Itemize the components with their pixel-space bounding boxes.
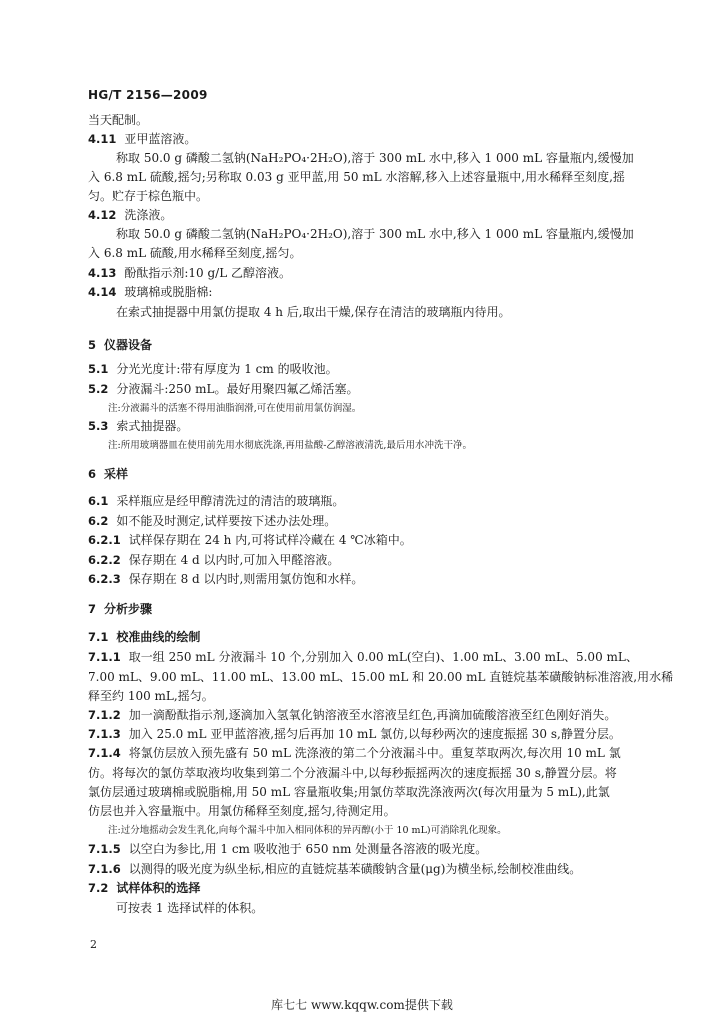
- text-line: 在索式抽提器中用氯仿提取 4 h 后,取出干燥,保存在清洁的玻璃瓶内待用。: [116, 305, 511, 319]
- clause-7-1-1: 7.1.1 取一组 250 mL 分液漏斗 10 个,分别加入 0.00 mL(空白)、1.00 mL、3.00 mL、5.00 mL、: [88, 650, 638, 664]
- standard-code: HG/T 2156—2009: [88, 88, 208, 102]
- section-6-heading: 6 采样: [88, 467, 129, 481]
- section-5-heading: 5 仪器设备: [88, 338, 153, 352]
- text-line: 仿层也并入容量瓶中。用氯仿稀释至刻度,摇匀,待测定用。: [88, 804, 396, 818]
- note-text: 注:分液漏斗的活塞不得用油脂润滑,可在使用前用氯仿润湿。: [108, 403, 362, 414]
- clause-7-1-3: 7.1.3 加入 25.0 mL 亚甲蓝溶液,摇匀后再加 10 mL 氯仿,以每秒两次的速度振摇 30 s,静置分层。: [88, 727, 621, 741]
- text-line: 仿。将每次的氯仿萃取液均收集到第二个分液漏斗中,以每秒振摇两次的速度振摇 30 s,静置分层。将: [88, 766, 617, 780]
- text-line: 当天配制。: [88, 113, 149, 127]
- clause-7-1-5: 7.1.5 以空白为参比,用 1 cm 吸收池于 650 nm 处测量各溶液的吸光度。: [88, 842, 488, 856]
- text-line: 7.00 mL、9.00 mL、11.00 mL、13.00 mL、15.00 mL 和 20.00 mL 直链烷基苯磺酸钠标准溶液,用水稀: [88, 670, 674, 684]
- clause-4-13: 4.13 酚酞指示剂:10 g/L 乙醇溶液。: [88, 266, 292, 280]
- text-line: 称取 50.0 g 磷酸二氢钠(NaH₂PO₄·2H₂O),溶于 300 mL 水中,移入 1 000 mL 容量瓶内,缓慢加: [116, 151, 634, 165]
- download-footer: 库七七 www.kqqw.com提供下载: [271, 998, 453, 1012]
- clause-4-11: 4.11 亚甲蓝溶液。: [88, 132, 197, 146]
- note-text: 注:所用玻璃器皿在使用前先用水彻底洗涤,再用盐酸-乙醇溶液清洗,最后用水冲洗干净。: [108, 440, 472, 451]
- text-line: 匀。贮存于棕色瓶中。: [88, 189, 209, 203]
- clause-6-2: 6.2 如不能及时测定,试样要按下述办法处理。: [88, 514, 337, 528]
- clause-4-14: 4.14 玻璃棉或脱脂棉:: [88, 285, 213, 299]
- clause-6-2-1: 6.2.1 试样保存期在 24 h 内,可将试样冷藏在 4 ℃冰箱中。: [88, 533, 412, 547]
- text-line: 入 6.8 mL 硫酸,摇匀;另称取 0.03 g 亚甲蓝,用 50 mL 水溶解,移入上述容量瓶中,用水稀释至刻度,摇: [88, 170, 625, 184]
- page-number: 2: [90, 938, 97, 951]
- clause-5-3: 5.3 索式抽提器。: [88, 419, 189, 433]
- text-line: 入 6.8 mL 硫酸,用水稀释至刻度,摇匀。: [88, 246, 302, 260]
- clause-7-1-heading: 7.1 校准曲线的绘制: [88, 630, 201, 644]
- clause-5-2: 5.2 分液漏斗:250 mL。最好用聚四氟乙烯活塞。: [88, 382, 359, 396]
- clause-6-2-3: 6.2.3 保存期在 8 d 以内时,则需用氯仿饱和水样。: [88, 572, 364, 586]
- text-line: 可按表 1 选择试样的体积。: [116, 901, 264, 915]
- clause-6-2-2: 6.2.2 保存期在 4 d 以内时,可加入甲醛溶液。: [88, 553, 340, 567]
- clause-6-1: 6.1 采样瓶应是经甲醇清洗过的清洁的玻璃瓶。: [88, 494, 345, 508]
- clause-5-1: 5.1 分光光度计:带有厚度为 1 cm 的吸收池。: [88, 362, 338, 376]
- clause-4-12: 4.12 洗涤液。: [88, 208, 173, 222]
- clause-7-1-4: 7.1.4 将氯仿层放入预先盛有 50 mL 洗涤液的第二个分液漏斗中。重复萃取两次,每次用 10 mL 氯: [88, 746, 621, 760]
- clause-7-2-heading: 7.2 试样体积的选择: [88, 881, 201, 895]
- clause-7-1-6: 7.1.6 以测得的吸光度为纵坐标,相应的直链烷基苯磺酸钠含量(μg)为横坐标,绘制校准曲线。: [88, 862, 582, 876]
- clause-7-1-2: 7.1.2 加一滴酚酞指示剂,逐滴加入氢氧化钠溶液至水溶液呈红色,再滴加硫酸溶液至红色刚好消失。: [88, 708, 617, 722]
- text-line: 释至约 100 mL,摇匀。: [88, 689, 214, 703]
- note-text: 注:过分地摇动会发生乳化,向每个漏斗中加入相同体积的异丙醇(小于 10 mL)可消除乳化现象。: [108, 825, 507, 836]
- text-line: 称取 50.0 g 磷酸二氢钠(NaH₂PO₄·2H₂O),溶于 300 mL 水中,移入 1 000 mL 容量瓶内,缓慢加: [116, 227, 634, 241]
- section-7-heading: 7 分析步骤: [88, 602, 153, 616]
- text-line: 氯仿层通过玻璃棉或脱脂棉,用 50 mL 容量瓶收集;用氯仿萃取洗涤液两次(每次用量为 5 mL),此氯: [88, 785, 610, 799]
